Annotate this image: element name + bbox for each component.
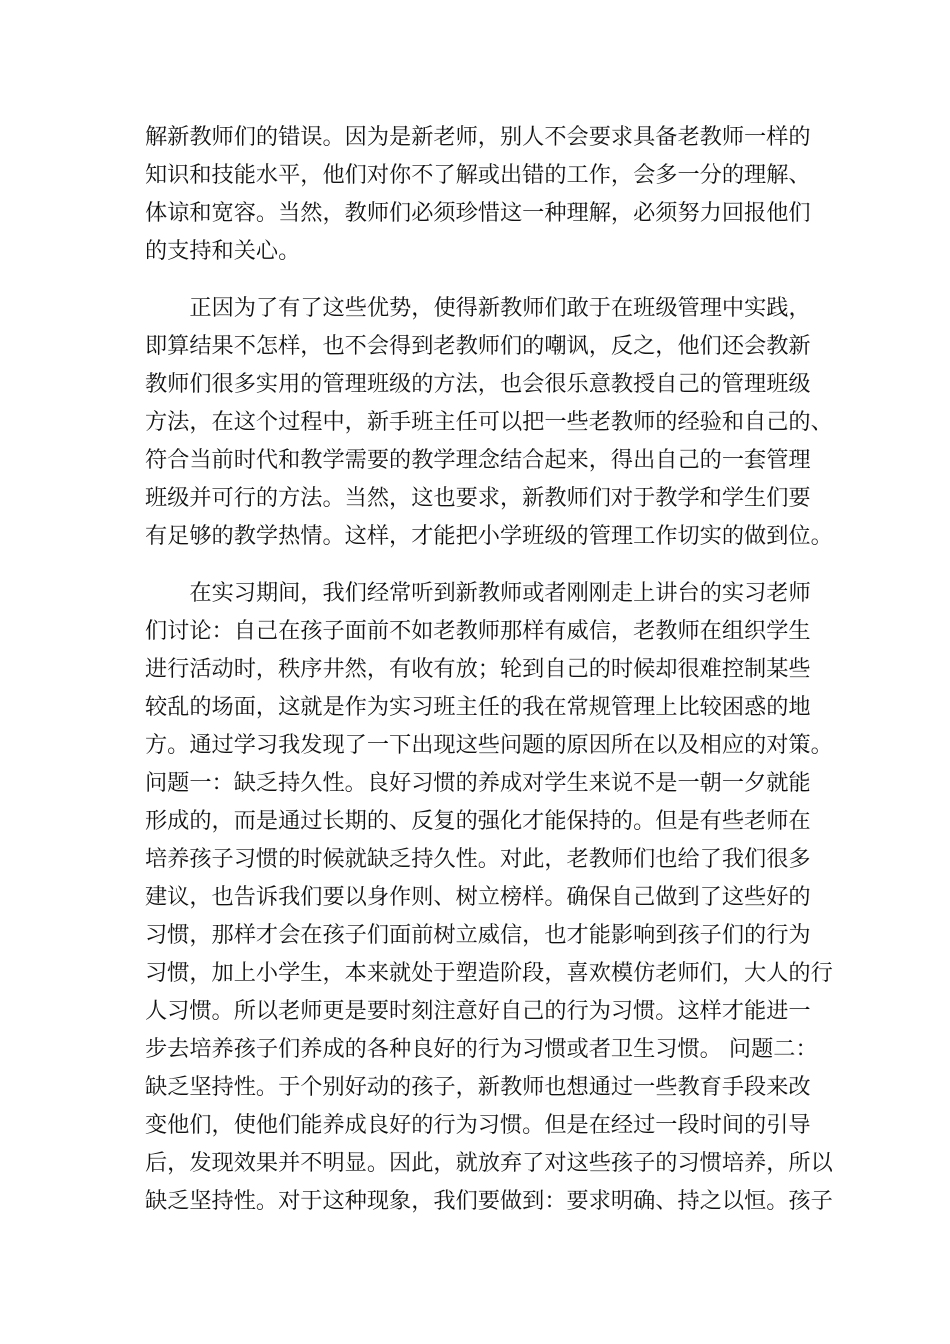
text-line: 教师们很多实用的管理班级的方法，也会很乐意教授自己的管理班级 <box>145 371 811 397</box>
text-line: 问题一：缺乏持久性。良好习惯的养成对学生来说不是一朝一夕就能 <box>145 770 811 796</box>
text-line: 习惯，加上小学生，本来就处于塑造阶段，喜欢模仿老师们，大人的行 <box>145 960 833 986</box>
text-line: 建议，也告诉我们要以身作则、树立榜样。确保自己做到了这些好的 <box>145 884 811 910</box>
text-line: 有足够的教学热情。这样，才能把小学班级的管理工作切实的做到位。 <box>145 523 833 549</box>
text-line: 知识和技能水平，他们对你不了解或出错的工作，会多一分的理解、 <box>145 162 811 188</box>
paragraph-1 <box>145 118 811 270</box>
text-line: 后，发现效果并不明显。因此，就放弃了对这些孩子的习惯培养，所以 <box>145 1150 833 1176</box>
text-line: 培养孩子习惯的时候就缺乏持久性。对此，老教师们也给了我们很多 <box>145 846 811 872</box>
text-line: 们讨论：自己在孩子面前不如老教师那样有威信，老教师在组织学生 <box>145 618 811 644</box>
text-line: 较乱的场面，这就是作为实习班主任的我在常规管理上比较困惑的地 <box>145 694 811 720</box>
paragraph-3 <box>145 574 833 1220</box>
text-line: 形成的，而是通过长期的、反复的强化才能保持的。但是有些老师在 <box>145 808 811 834</box>
paragraph-2 <box>145 289 833 555</box>
text-line: 方法，在这个过程中，新手班主任可以把一些老教师的经验和自己的、 <box>145 409 833 435</box>
text-line: 步去培养孩子们养成的各种良好的行为习惯或者卫生习惯。 问题二： <box>145 1036 818 1062</box>
text-line: 进行活动时，秩序井然，有收有放；轮到自己的时候却很难控制某些 <box>145 656 811 682</box>
text-line: 解新教师们的错误。因为是新老师，别人不会要求具备老教师一样的 <box>145 124 811 150</box>
text-line: 人习惯。所以老师更是要时刻注意好自己的行为习惯。这样才能进一 <box>145 998 811 1024</box>
text-line: 方。通过学习我发现了一下出现这些问题的原因所在以及相应的对策。 <box>145 732 833 758</box>
text-line: 变他们，使他们能养成良好的行为习惯。但是在经过一段时间的引导 <box>145 1112 811 1138</box>
text-line: 符合当前时代和教学需要的教学理念结合起来，得出自己的一套管理 <box>145 447 811 473</box>
document-page <box>145 118 833 1220</box>
text-line: 体谅和宽容。当然，教师们必须珍惜这一种理解，必须努力回报他们 <box>145 200 811 226</box>
text-line: 正因为了有了这些优势，使得新教师们敢于在班级管理中实践， <box>189 295 811 321</box>
text-line: 习惯，那样才会在孩子们面前树立威信，也才能影响到孩子们的行为 <box>145 922 811 948</box>
text-line: 班级并可行的方法。当然，这也要求，新教师们对于教学和学生们要 <box>145 485 811 511</box>
text-line: 即算结果不怎样，也不会得到老教师们的嘲讽，反之，他们还会教新 <box>145 333 811 359</box>
text-line: 缺乏坚持性。于个别好动的孩子，新教师也想通过一些教育手段来改 <box>145 1074 811 1100</box>
text-line: 在实习期间，我们经常听到新教师或者刚刚走上讲台的实习老师 <box>189 580 811 606</box>
text-line: 缺乏坚持性。对于这种现象，我们要做到：要求明确、持之以恒。孩子 <box>145 1188 833 1214</box>
text-line: 的支持和关心。 <box>145 238 301 264</box>
